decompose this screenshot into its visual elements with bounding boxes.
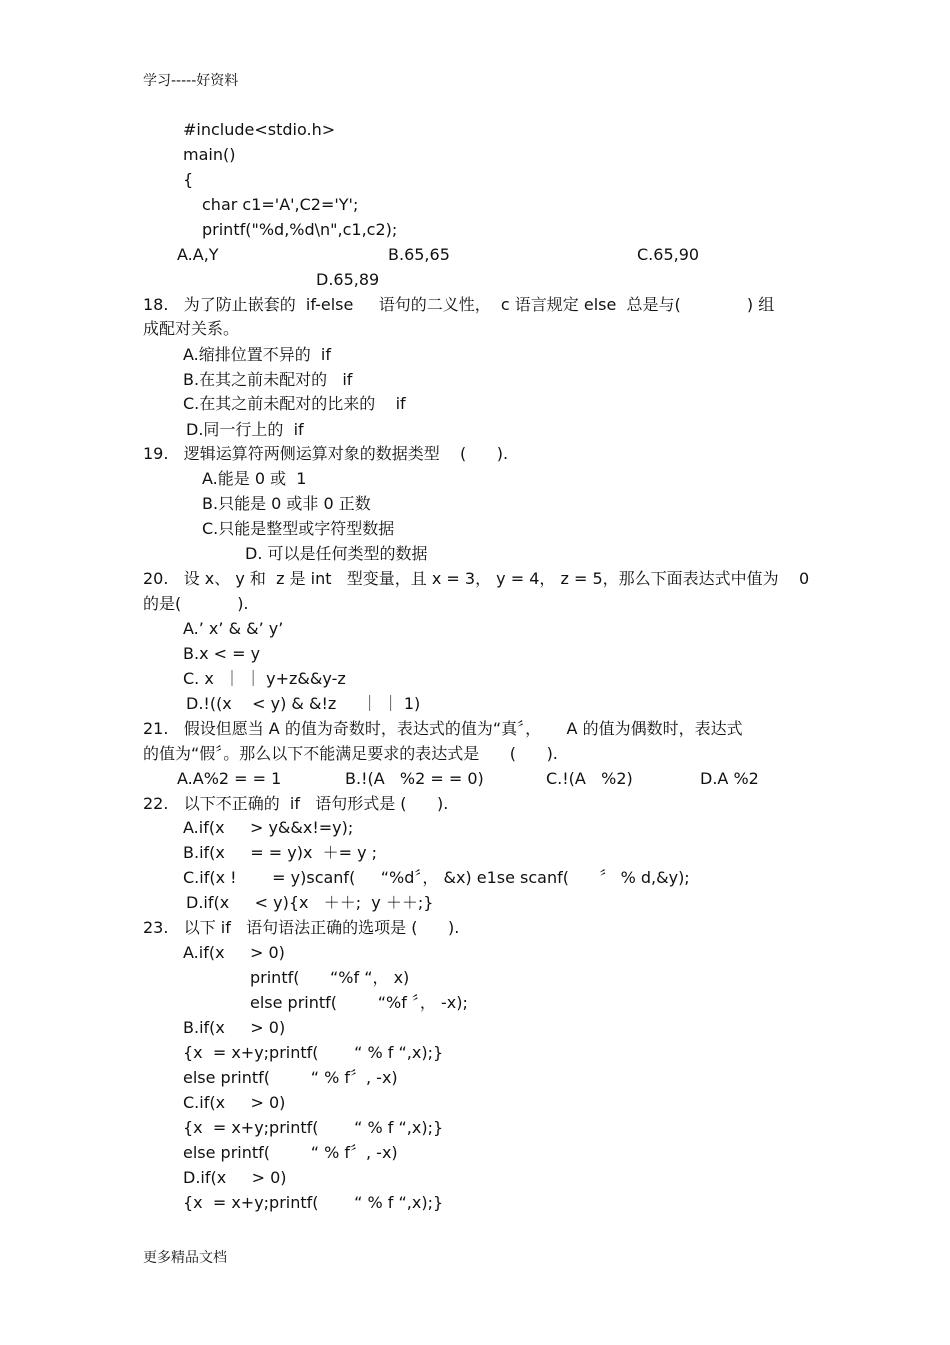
q23-option-d-line1: D.if(x > 0) [183,1168,287,1187]
q20-option-c: C. x ｜ ｜ y+z&&y-z [183,669,346,688]
q23-option-b-line3: else printf( “ % f〞, -x) [183,1068,398,1087]
q23-option-b-line2: {x = x+y;printf( “ % f “,x);} [183,1043,444,1062]
q23-option-b-line1: B.if(x > 0) [183,1018,286,1037]
q23-option-d-line2: {x = x+y;printf( “ % f “,x);} [183,1193,444,1212]
q20-stem-cont: 的是( ). [143,594,249,613]
code-line-brace: { [183,170,194,189]
q17-option-c: C.65,90 [637,245,700,264]
page-footer: 更多精品文档 [143,1250,227,1266]
q19-option-c: C.只能是整型或字符型数据 [202,519,395,538]
q18-option-a: A.缩排位置不异的 if [183,345,332,364]
q20-option-a: A.’ x’ & &’ y’ [183,619,284,638]
q20-option-b: B.x < = y [183,644,261,663]
q19-option-b: B.只能是 0 或非 0 正数 [202,494,371,513]
q23-option-a-line2: printf( “%f “， x) [250,968,410,987]
q18-option-c: C.在其之前未配对的比来的 if [183,394,406,413]
q22-stem: 22. 以下不正确的 if 语句形式是 ( ). [143,794,449,813]
q22-option-a: A.if(x > y&&x!=y); [183,818,354,837]
q22-option-b: B.if(x = = y)x ＋= y ; [183,843,378,862]
q19-stem: 19. 逻辑运算符两侧运算对象的数据类型 ( ). [143,444,509,463]
code-line-include: #include<stdio.h> [183,120,336,139]
q20-stem: 20. 设 x、 y 和 z 是 int 型变量，且 x = 3， y = 4， z = 5，那么下面表达式中值为 0 [143,569,810,588]
q20-option-d: D.!((x < y) & &!z ｜ ｜ 1) [186,694,421,713]
q17-option-d: D.65,89 [316,270,380,289]
code-line-main: main() [183,145,236,164]
q22-option-d: D.if(x < y){x ＋＋; y ＋＋;} [186,893,434,912]
q21-option-c: C.!(A %2) [546,769,633,788]
q18-option-d: D.同一行上的 if [186,420,304,439]
q21-option-a: A.A%2 = = 1 [177,769,282,788]
q23-option-a-line1: A.if(x > 0) [183,943,285,962]
q23-option-a-line3: else printf( “%f 〞， -x); [250,993,468,1012]
q17-option-b: B.65,65 [388,245,450,264]
q19-option-d: D. 可以是任何类型的数据 [245,544,428,563]
page-header: 学习-----好资料 [143,73,239,89]
q18-stem-cont: 成配对关系。 [143,319,240,338]
q21-stem-cont: 的值为“假〞。那么以下不能满足要求的表达式是 ( ). [143,744,558,763]
code-line-printf: printf("%d,%d\n",c1,c2); [202,220,398,239]
q21-stem: 21. 假设但愿当 A 的值为奇数时，表达式的值为“真〞， A 的值为偶数时，表达式 [143,719,743,738]
q17-option-a: A.A,Y [177,245,219,264]
q21-option-d: D.A %2 [700,769,759,788]
q18-stem: 18. 为了防止嵌套的 if-else 语句的二义性， c 语言规定 else 总是与( ) 组 [143,295,775,314]
q21-option-b: B.!(A %2 = = 0) [345,769,484,788]
q23-option-c-line1: C.if(x > 0) [183,1093,286,1112]
q22-option-c: C.if(x ! = y)scanf( “%d〞， &x) e1se scanf( 〞 % d,&y); [183,868,690,887]
q18-option-b: B.在其之前未配对的 if [183,370,353,389]
q19-option-a: A.能是 0 或 1 [202,469,307,488]
q23-stem: 23. 以下 if 语句语法正确的选项是 ( ). [143,918,460,937]
code-line-char: char c1='A',C2='Y'; [202,195,359,214]
q23-option-c-line3: else printf( “ % f〞, -x) [183,1143,398,1162]
q23-option-c-line2: {x = x+y;printf( “ % f “,x);} [183,1118,444,1137]
